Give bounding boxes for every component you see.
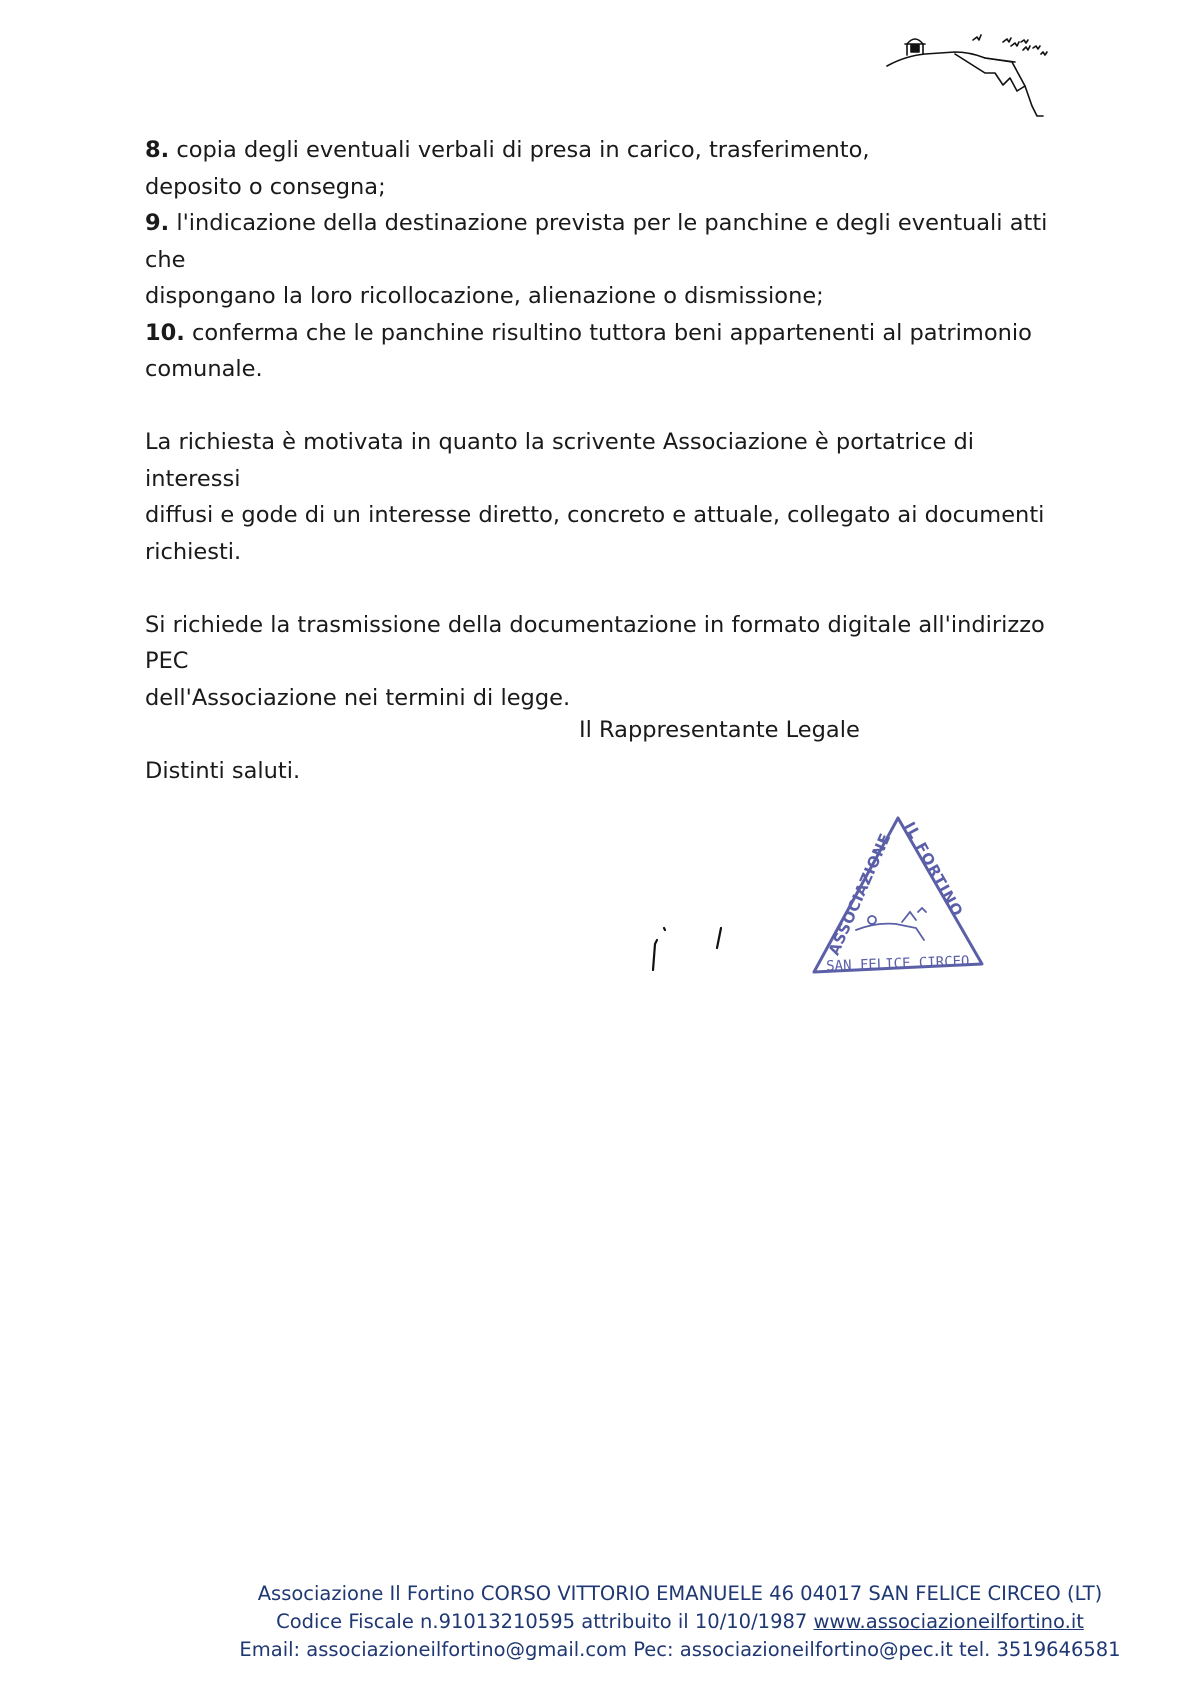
list-item [145, 315, 1075, 352]
list-item-continuation: comunale. [145, 356, 263, 382]
svg-text:SAN FELICE CIRCEO: SAN FELICE CIRCEO [825, 953, 970, 975]
item-text: copia degli eventuali verbali di presa in carico, trasferimento, [169, 137, 870, 163]
transmission-line: dell'Associazione nei termini di legge. [145, 684, 571, 711]
list-item-continuation: dispongano la loro ricollocazione, alienazione o dismissione; [145, 283, 824, 309]
list-item-continuation: deposito o consegna; [145, 173, 386, 200]
closing-salutation: Distinti saluti. [145, 757, 301, 784]
footer [200, 1580, 1160, 1664]
footer-address: Associazione Il Fortino CORSO VITTORIO EMANUELE 46 04017 SAN FELICE CIRCEO (LT) [257, 1582, 1103, 1605]
handwritten-signature [645, 922, 735, 972]
footer-fiscal-text: Codice Fiscale n.91013210595 attribuito il 10/10/1987 [276, 1610, 814, 1633]
footer-contacts: Email: associazioneilfortino@gmail.com Pec: associazioneilfortino@pec.it tel. 3519646581 [239, 1638, 1121, 1661]
svg-text:ASSOCIAZIONE: ASSOCIAZIONE [824, 830, 895, 958]
list-item [145, 205, 1075, 278]
item-number: 8. [145, 137, 170, 163]
transmission-line: Si richiede la trasmissione della documentazione in formato digitale all'indirizzo PEC [145, 611, 1045, 674]
motivation-line: diffusi e gode di un interesse diretto, concreto e attuale, collegato ai documenti [145, 502, 1045, 528]
item-number: 9. [145, 210, 170, 236]
motivation-line: La richiesta è motivata in quanto la scrivente Associazione è portatrice di interessi [145, 429, 975, 492]
website-link[interactable]: www.associazioneilfortino.it [813, 1610, 1084, 1633]
association-logo [885, 28, 1065, 130]
letter-body [145, 132, 1075, 789]
item-text: conferma che le panchine risultino tuttora beni appartenenti al patrimonio [184, 319, 1032, 346]
svg-text:IL FORTINO: IL FORTINO [900, 818, 967, 921]
item-text: l'indicazione della destinazione prevista per le panchine e degli eventuali atti che [145, 210, 1048, 273]
footer-fiscal-code [200, 1608, 1160, 1636]
motivation-line: richiesti. [145, 538, 242, 565]
signer-title: Il Rappresentante Legale [579, 717, 860, 743]
association-stamp [806, 812, 1006, 992]
list-item [145, 132, 1075, 169]
item-number: 10. [145, 319, 185, 346]
